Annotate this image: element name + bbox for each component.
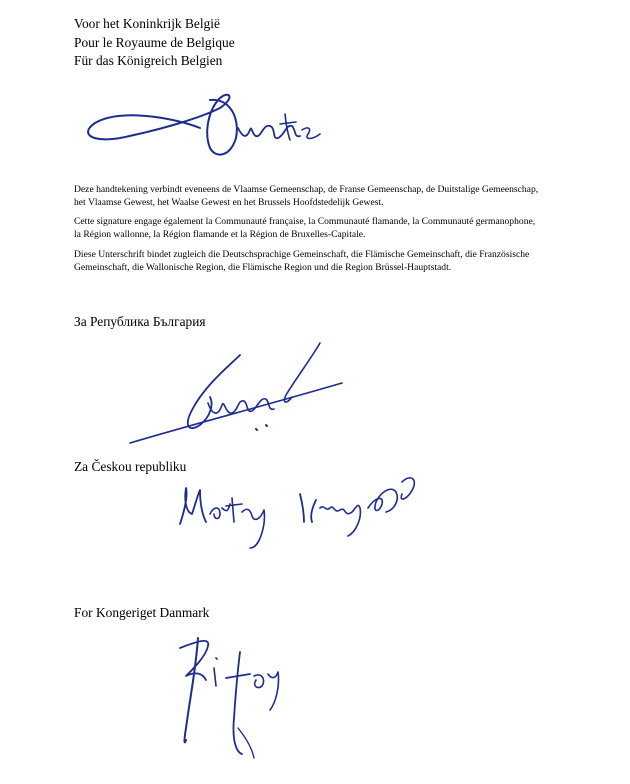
belgium-heading bbox=[74, 15, 235, 71]
belgium-note-dutch: Deze handtekening verbindt eveneens de Vlaamse Gemeenschap, de Franse Gemeenschap, de Duitstalige Gemeenschap, het Vlaamse Gewest, het Waalse Gewest en het Brussels Hoofdstedelijk Gewest. bbox=[74, 184, 539, 208]
denmark-heading: For Kongeriget Danmark bbox=[74, 605, 210, 620]
belgium-note-french: Cette signature engage également la Communauté française, la Communauté flamande, la Communauté germanophone, la Région wallonne, la Région flamande et la Région de Bruxelles-Capitale. bbox=[74, 216, 536, 240]
bulgaria-signature bbox=[110, 325, 370, 465]
belgium-heading-french: Pour le Royaume de Belgique bbox=[74, 34, 235, 50]
denmark-signature bbox=[150, 628, 330, 778]
belgium-note-german: Diese Unterschrift bindet zugleich die Deutschsprachige Gemeinschaft, die Flämische Gemeinschaft, die Französische Gemeinschaft, die Wallonische Region, die Flämische Region und die Region Brüssel-Hauptstadt. bbox=[74, 249, 530, 273]
belgium-signature bbox=[80, 78, 340, 168]
bulgaria-heading: За Република България bbox=[74, 314, 206, 329]
czech-signature bbox=[170, 452, 450, 552]
czech-heading: Za Českou republiku bbox=[74, 459, 187, 474]
belgium-heading-dutch: Voor het Koninkrijk België bbox=[74, 16, 220, 31]
belgium-heading-german: Für das Königreich Belgien bbox=[74, 53, 223, 68]
